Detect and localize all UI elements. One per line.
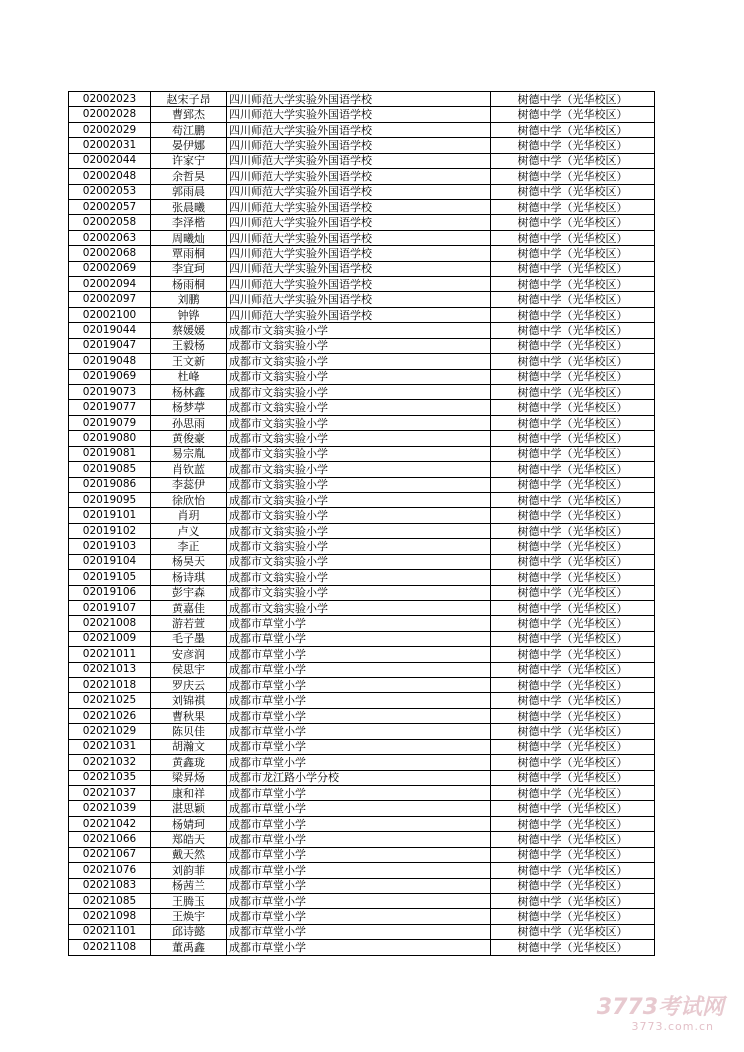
school-name-cell: 成都市文翁实验小学 xyxy=(227,400,491,415)
student-name-cell: 卢义 xyxy=(151,523,227,538)
school-name-cell: 四川师范大学实验外国语学校 xyxy=(227,153,491,168)
admitted-school-cell: 树德中学（光华校区） xyxy=(491,462,655,477)
school-name-cell: 成都市草堂小学 xyxy=(227,878,491,893)
student-id-cell: 02021037 xyxy=(69,785,151,800)
table-row xyxy=(69,261,655,276)
student-id-cell: 02021076 xyxy=(69,863,151,878)
table-row xyxy=(69,924,655,939)
admitted-school-cell: 树德中学（光华校区） xyxy=(491,523,655,538)
table-row xyxy=(69,708,655,723)
admitted-school-cell: 树德中学（光华校区） xyxy=(491,554,655,569)
table-row xyxy=(69,940,655,955)
student-name-cell: 杨雨桐 xyxy=(151,277,227,292)
admitted-school-cell: 树德中学（光华校区） xyxy=(491,863,655,878)
student-name-cell: 晏伊娜 xyxy=(151,138,227,153)
school-name-cell: 成都市草堂小学 xyxy=(227,647,491,662)
admitted-school-cell: 树德中学（光华校区） xyxy=(491,878,655,893)
student-id-cell: 02019107 xyxy=(69,600,151,615)
school-name-cell: 成都市草堂小学 xyxy=(227,724,491,739)
table-row xyxy=(69,169,655,184)
student-name-cell: 易宗胤 xyxy=(151,446,227,461)
admitted-school-cell: 树德中学（光华校区） xyxy=(491,323,655,338)
school-name-cell: 成都市文翁实验小学 xyxy=(227,477,491,492)
school-name-cell: 成都市文翁实验小学 xyxy=(227,492,491,507)
admitted-school-cell: 树德中学（光华校区） xyxy=(491,400,655,415)
school-name-cell: 成都市草堂小学 xyxy=(227,832,491,847)
admitted-school-cell: 树德中学（光华校区） xyxy=(491,616,655,631)
student-name-cell: 张晨曦 xyxy=(151,199,227,214)
school-name-cell: 成都市文翁实验小学 xyxy=(227,354,491,369)
school-name-cell: 成都市草堂小学 xyxy=(227,816,491,831)
admitted-school-cell: 树德中学（光华校区） xyxy=(491,415,655,430)
school-name-cell: 成都市草堂小学 xyxy=(227,940,491,955)
school-name-cell: 四川师范大学实验外国语学校 xyxy=(227,215,491,230)
student-name-cell: 周曦灿 xyxy=(151,230,227,245)
table-row xyxy=(69,307,655,322)
school-name-cell: 成都市草堂小学 xyxy=(227,893,491,908)
table-row xyxy=(69,893,655,908)
student-name-cell: 黄嘉佳 xyxy=(151,600,227,615)
school-name-cell: 四川师范大学实验外国语学校 xyxy=(227,92,491,107)
student-name-cell: 杨梦葶 xyxy=(151,400,227,415)
school-name-cell: 四川师范大学实验外国语学校 xyxy=(227,246,491,261)
admitted-school-cell: 树德中学（光华校区） xyxy=(491,307,655,322)
student-name-cell: 侯思宇 xyxy=(151,662,227,677)
admitted-school-cell: 树德中学（光华校区） xyxy=(491,246,655,261)
table-row xyxy=(69,122,655,137)
table-row xyxy=(69,523,655,538)
table-row xyxy=(69,816,655,831)
admitted-school-cell: 树德中学（光华校区） xyxy=(491,92,655,107)
school-name-cell: 成都市文翁实验小学 xyxy=(227,554,491,569)
admitted-school-cell: 树德中学（光华校区） xyxy=(491,122,655,137)
school-name-cell: 成都市文翁实验小学 xyxy=(227,462,491,477)
table-row xyxy=(69,616,655,631)
student-name-cell: 游若萱 xyxy=(151,616,227,631)
table-row xyxy=(69,508,655,523)
school-name-cell: 成都市草堂小学 xyxy=(227,616,491,631)
admitted-school-cell: 树德中学（光华校区） xyxy=(491,261,655,276)
school-name-cell: 四川师范大学实验外国语学校 xyxy=(227,199,491,214)
admitted-school-cell: 树德中学（光华校区） xyxy=(491,215,655,230)
student-id-cell: 02019086 xyxy=(69,477,151,492)
student-id-cell: 02021042 xyxy=(69,816,151,831)
student-name-cell: 王文新 xyxy=(151,354,227,369)
school-name-cell: 成都市文翁实验小学 xyxy=(227,570,491,585)
student-id-cell: 02019102 xyxy=(69,523,151,538)
admitted-school-cell: 树德中学（光华校区） xyxy=(491,647,655,662)
student-id-cell: 02021085 xyxy=(69,893,151,908)
table-row xyxy=(69,338,655,353)
admitted-school-cell: 树德中学（光华校区） xyxy=(491,230,655,245)
table-row xyxy=(69,492,655,507)
admitted-school-cell: 树德中学（光华校区） xyxy=(491,153,655,168)
table-row xyxy=(69,292,655,307)
school-name-cell: 成都市草堂小学 xyxy=(227,755,491,770)
student-id-cell: 02021035 xyxy=(69,770,151,785)
table-row xyxy=(69,385,655,400)
school-name-cell: 成都市草堂小学 xyxy=(227,924,491,939)
school-name-cell: 成都市文翁实验小学 xyxy=(227,523,491,538)
school-name-cell: 成都市文翁实验小学 xyxy=(227,600,491,615)
student-name-cell: 刘鹏 xyxy=(151,292,227,307)
student-name-cell: 李蕊伊 xyxy=(151,477,227,492)
student-name-cell: 许家宁 xyxy=(151,153,227,168)
admitted-school-cell: 树德中学（光华校区） xyxy=(491,338,655,353)
table-row xyxy=(69,585,655,600)
admitted-school-cell: 树德中学（光华校区） xyxy=(491,199,655,214)
admitted-school-cell: 树德中学（光华校区） xyxy=(491,724,655,739)
table-row xyxy=(69,107,655,122)
admitted-school-cell: 树德中学（光华校区） xyxy=(491,847,655,862)
student-name-cell: 陈贝佳 xyxy=(151,724,227,739)
table-row xyxy=(69,755,655,770)
student-name-cell: 黄鑫珑 xyxy=(151,755,227,770)
student-id-cell: 02019073 xyxy=(69,385,151,400)
student-id-cell: 02002044 xyxy=(69,153,151,168)
school-name-cell: 四川师范大学实验外国语学校 xyxy=(227,230,491,245)
school-name-cell: 四川师范大学实验外国语学校 xyxy=(227,107,491,122)
student-id-cell: 02021067 xyxy=(69,847,151,862)
admitted-school-cell: 树德中学（光华校区） xyxy=(491,508,655,523)
table-row xyxy=(69,631,655,646)
admission-table xyxy=(68,91,655,956)
admitted-school-cell: 树德中学（光华校区） xyxy=(491,169,655,184)
table-row xyxy=(69,662,655,677)
student-id-cell: 02019047 xyxy=(69,338,151,353)
student-id-cell: 02021098 xyxy=(69,909,151,924)
admitted-school-cell: 树德中学（光华校区） xyxy=(491,708,655,723)
admitted-school-cell: 树德中学（光华校区） xyxy=(491,816,655,831)
student-id-cell: 02019069 xyxy=(69,369,151,384)
school-name-cell: 四川师范大学实验外国语学校 xyxy=(227,292,491,307)
table-row xyxy=(69,770,655,785)
student-name-cell: 罗庆云 xyxy=(151,678,227,693)
student-id-cell: 02021025 xyxy=(69,693,151,708)
student-name-cell: 李泽楷 xyxy=(151,215,227,230)
student-name-cell: 杨昊天 xyxy=(151,554,227,569)
school-name-cell: 四川师范大学实验外国语学校 xyxy=(227,169,491,184)
admitted-school-cell: 树德中学（光华校区） xyxy=(491,477,655,492)
school-name-cell: 成都市文翁实验小学 xyxy=(227,323,491,338)
school-name-cell: 四川师范大学实验外国语学校 xyxy=(227,307,491,322)
school-name-cell: 成都市草堂小学 xyxy=(227,662,491,677)
table-row xyxy=(69,693,655,708)
student-id-cell: 02002063 xyxy=(69,230,151,245)
student-name-cell: 赵宋子昂 xyxy=(151,92,227,107)
student-name-cell: 覃雨桐 xyxy=(151,246,227,261)
student-name-cell: 刘韵菲 xyxy=(151,863,227,878)
student-id-cell: 02019077 xyxy=(69,400,151,415)
school-name-cell: 成都市文翁实验小学 xyxy=(227,431,491,446)
student-id-cell: 02002053 xyxy=(69,184,151,199)
student-name-cell: 毛子墨 xyxy=(151,631,227,646)
table-row xyxy=(69,878,655,893)
admitted-school-cell: 树德中学（光华校区） xyxy=(491,693,655,708)
student-id-cell: 02021031 xyxy=(69,739,151,754)
student-name-cell: 孙思雨 xyxy=(151,415,227,430)
student-name-cell: 曹秋果 xyxy=(151,708,227,723)
admitted-school-cell: 树德中学（光华校区） xyxy=(491,631,655,646)
admitted-school-cell: 树德中学（光华校区） xyxy=(491,755,655,770)
table-row xyxy=(69,570,655,585)
student-id-cell: 02019105 xyxy=(69,570,151,585)
student-name-cell: 徐欣怡 xyxy=(151,492,227,507)
admitted-school-cell: 树德中学（光华校区） xyxy=(491,431,655,446)
table-row xyxy=(69,832,655,847)
school-name-cell: 成都市文翁实验小学 xyxy=(227,369,491,384)
table-row xyxy=(69,446,655,461)
admitted-school-cell: 树德中学（光华校区） xyxy=(491,924,655,939)
student-name-cell: 肖钦蓝 xyxy=(151,462,227,477)
student-name-cell: 安彦润 xyxy=(151,647,227,662)
student-id-cell: 02002048 xyxy=(69,169,151,184)
table-row xyxy=(69,199,655,214)
school-name-cell: 成都市草堂小学 xyxy=(227,739,491,754)
admitted-school-cell: 树德中学（光华校区） xyxy=(491,739,655,754)
table-row xyxy=(69,801,655,816)
table-row xyxy=(69,138,655,153)
student-id-cell: 02021108 xyxy=(69,940,151,955)
student-name-cell: 杨婧珂 xyxy=(151,816,227,831)
student-id-cell: 02019101 xyxy=(69,508,151,523)
admitted-school-cell: 树德中学（光华校区） xyxy=(491,354,655,369)
student-id-cell: 02019079 xyxy=(69,415,151,430)
student-id-cell: 02002069 xyxy=(69,261,151,276)
table-row xyxy=(69,863,655,878)
student-id-cell: 02002068 xyxy=(69,246,151,261)
student-id-cell: 02002097 xyxy=(69,292,151,307)
school-name-cell: 四川师范大学实验外国语学校 xyxy=(227,277,491,292)
admitted-school-cell: 树德中学（光华校区） xyxy=(491,662,655,677)
student-name-cell: 董禹鑫 xyxy=(151,940,227,955)
admitted-school-cell: 树德中学（光华校区） xyxy=(491,909,655,924)
student-name-cell: 李宜珂 xyxy=(151,261,227,276)
admitted-school-cell: 树德中学（光华校区） xyxy=(491,585,655,600)
table-row xyxy=(69,230,655,245)
student-id-cell: 02021039 xyxy=(69,801,151,816)
school-name-cell: 四川师范大学实验外国语学校 xyxy=(227,138,491,153)
school-name-cell: 四川师范大学实验外国语学校 xyxy=(227,261,491,276)
student-id-cell: 02021013 xyxy=(69,662,151,677)
table-row xyxy=(69,678,655,693)
school-name-cell: 成都市草堂小学 xyxy=(227,909,491,924)
table-row xyxy=(69,739,655,754)
table-row xyxy=(69,323,655,338)
student-id-cell: 02019081 xyxy=(69,446,151,461)
student-id-cell: 02021066 xyxy=(69,832,151,847)
student-id-cell: 02002031 xyxy=(69,138,151,153)
admitted-school-cell: 树德中学（光华校区） xyxy=(491,446,655,461)
admitted-school-cell: 树德中学（光华校区） xyxy=(491,277,655,292)
admitted-school-cell: 树德中学（光华校区） xyxy=(491,770,655,785)
student-id-cell: 02021018 xyxy=(69,678,151,693)
table-row xyxy=(69,477,655,492)
student-id-cell: 02021032 xyxy=(69,755,151,770)
student-id-cell: 02002058 xyxy=(69,215,151,230)
admitted-school-cell: 树德中学（光华校区） xyxy=(491,893,655,908)
table-row xyxy=(69,539,655,554)
table-row xyxy=(69,647,655,662)
student-id-cell: 02002029 xyxy=(69,122,151,137)
table-row xyxy=(69,246,655,261)
admitted-school-cell: 树德中学（光华校区） xyxy=(491,940,655,955)
student-id-cell: 02002057 xyxy=(69,199,151,214)
student-name-cell: 王毅杨 xyxy=(151,338,227,353)
admitted-school-cell: 树德中学（光华校区） xyxy=(491,184,655,199)
student-name-cell: 王腾玉 xyxy=(151,893,227,908)
student-name-cell: 杨诗琪 xyxy=(151,570,227,585)
student-id-cell: 02002023 xyxy=(69,92,151,107)
student-name-cell: 胡瀚文 xyxy=(151,739,227,754)
student-id-cell: 02002100 xyxy=(69,307,151,322)
admitted-school-cell: 树德中学（光华校区） xyxy=(491,785,655,800)
table-row xyxy=(69,354,655,369)
student-name-cell: 余哲昊 xyxy=(151,169,227,184)
school-name-cell: 成都市文翁实验小学 xyxy=(227,338,491,353)
school-name-cell: 四川师范大学实验外国语学校 xyxy=(227,184,491,199)
admitted-school-cell: 树德中学（光华校区） xyxy=(491,570,655,585)
table-row xyxy=(69,184,655,199)
student-name-cell: 李正 xyxy=(151,539,227,554)
school-name-cell: 成都市草堂小学 xyxy=(227,863,491,878)
admitted-school-cell: 树德中学（光华校区） xyxy=(491,369,655,384)
student-id-cell: 02019048 xyxy=(69,354,151,369)
school-name-cell: 成都市草堂小学 xyxy=(227,785,491,800)
school-name-cell: 成都市草堂小学 xyxy=(227,693,491,708)
school-name-cell: 成都市文翁实验小学 xyxy=(227,585,491,600)
school-name-cell: 成都市文翁实验小学 xyxy=(227,385,491,400)
table-row xyxy=(69,909,655,924)
table-row xyxy=(69,369,655,384)
student-name-cell: 梁昇炀 xyxy=(151,770,227,785)
school-name-cell: 成都市草堂小学 xyxy=(227,801,491,816)
table-row xyxy=(69,277,655,292)
admitted-school-cell: 树德中学（光华校区） xyxy=(491,107,655,122)
school-name-cell: 四川师范大学实验外国语学校 xyxy=(227,122,491,137)
student-id-cell: 02021011 xyxy=(69,647,151,662)
student-id-cell: 02002028 xyxy=(69,107,151,122)
table-row xyxy=(69,785,655,800)
student-id-cell: 02019080 xyxy=(69,431,151,446)
student-name-cell: 康和祥 xyxy=(151,785,227,800)
student-name-cell: 王焕宇 xyxy=(151,909,227,924)
student-id-cell: 02019085 xyxy=(69,462,151,477)
table-row xyxy=(69,462,655,477)
school-name-cell: 成都市文翁实验小学 xyxy=(227,508,491,523)
student-name-cell: 郭雨晨 xyxy=(151,184,227,199)
student-id-cell: 02021009 xyxy=(69,631,151,646)
table-row xyxy=(69,431,655,446)
student-id-cell: 02021026 xyxy=(69,708,151,723)
school-name-cell: 成都市草堂小学 xyxy=(227,678,491,693)
admitted-school-cell: 树德中学（光华校区） xyxy=(491,292,655,307)
admitted-school-cell: 树德中学（光华校区） xyxy=(491,138,655,153)
student-id-cell: 02021029 xyxy=(69,724,151,739)
school-name-cell: 成都市草堂小学 xyxy=(227,708,491,723)
student-name-cell: 杨林鑫 xyxy=(151,385,227,400)
admitted-school-cell: 树德中学（光华校区） xyxy=(491,539,655,554)
school-name-cell: 成都市草堂小学 xyxy=(227,847,491,862)
student-name-cell: 杨茜兰 xyxy=(151,878,227,893)
student-name-cell: 郑皓天 xyxy=(151,832,227,847)
admitted-school-cell: 树德中学（光华校区） xyxy=(491,801,655,816)
student-id-cell: 02002094 xyxy=(69,277,151,292)
watermark-brand: 3773考试网 xyxy=(596,995,724,1020)
student-id-cell: 02019103 xyxy=(69,539,151,554)
student-name-cell: 彭宇森 xyxy=(151,585,227,600)
student-name-cell: 蔡媛媛 xyxy=(151,323,227,338)
student-name-cell: 戴天然 xyxy=(151,847,227,862)
watermark-url: 3773.com.cn xyxy=(631,1020,714,1033)
student-name-cell: 杜峰 xyxy=(151,369,227,384)
student-name-cell: 钟铧 xyxy=(151,307,227,322)
student-id-cell: 02021008 xyxy=(69,616,151,631)
table-row xyxy=(69,153,655,168)
table-row xyxy=(69,92,655,107)
student-name-cell: 邱诗懿 xyxy=(151,924,227,939)
school-name-cell: 成都市文翁实验小学 xyxy=(227,446,491,461)
table-row xyxy=(69,847,655,862)
school-name-cell: 成都市文翁实验小学 xyxy=(227,539,491,554)
student-name-cell: 苟江鹏 xyxy=(151,122,227,137)
admitted-school-cell: 树德中学（光华校区） xyxy=(491,832,655,847)
student-name-cell: 黄俊豪 xyxy=(151,431,227,446)
admitted-school-cell: 树德中学（光华校区） xyxy=(491,385,655,400)
student-id-cell: 02021083 xyxy=(69,878,151,893)
table-row xyxy=(69,415,655,430)
student-id-cell: 02019106 xyxy=(69,585,151,600)
student-name-cell: 曹郅杰 xyxy=(151,107,227,122)
table-row xyxy=(69,554,655,569)
student-id-cell: 02021101 xyxy=(69,924,151,939)
school-name-cell: 成都市草堂小学 xyxy=(227,631,491,646)
student-id-cell: 02019044 xyxy=(69,323,151,338)
student-id-cell: 02019104 xyxy=(69,554,151,569)
site-watermark xyxy=(554,990,724,1040)
table-body xyxy=(69,92,655,956)
admitted-school-cell: 树德中学（光华校区） xyxy=(491,678,655,693)
school-name-cell: 成都市文翁实验小学 xyxy=(227,415,491,430)
student-name-cell: 湛思颖 xyxy=(151,801,227,816)
admitted-school-cell: 树德中学（光华校区） xyxy=(491,600,655,615)
student-name-cell: 刘锦祺 xyxy=(151,693,227,708)
student-name-cell: 肖玥 xyxy=(151,508,227,523)
student-id-cell: 02019095 xyxy=(69,492,151,507)
admission-list xyxy=(68,91,654,956)
table-row xyxy=(69,600,655,615)
school-name-cell: 成都市龙江路小学分校 xyxy=(227,770,491,785)
table-row xyxy=(69,400,655,415)
admitted-school-cell: 树德中学（光华校区） xyxy=(491,492,655,507)
table-row xyxy=(69,215,655,230)
table-row xyxy=(69,724,655,739)
